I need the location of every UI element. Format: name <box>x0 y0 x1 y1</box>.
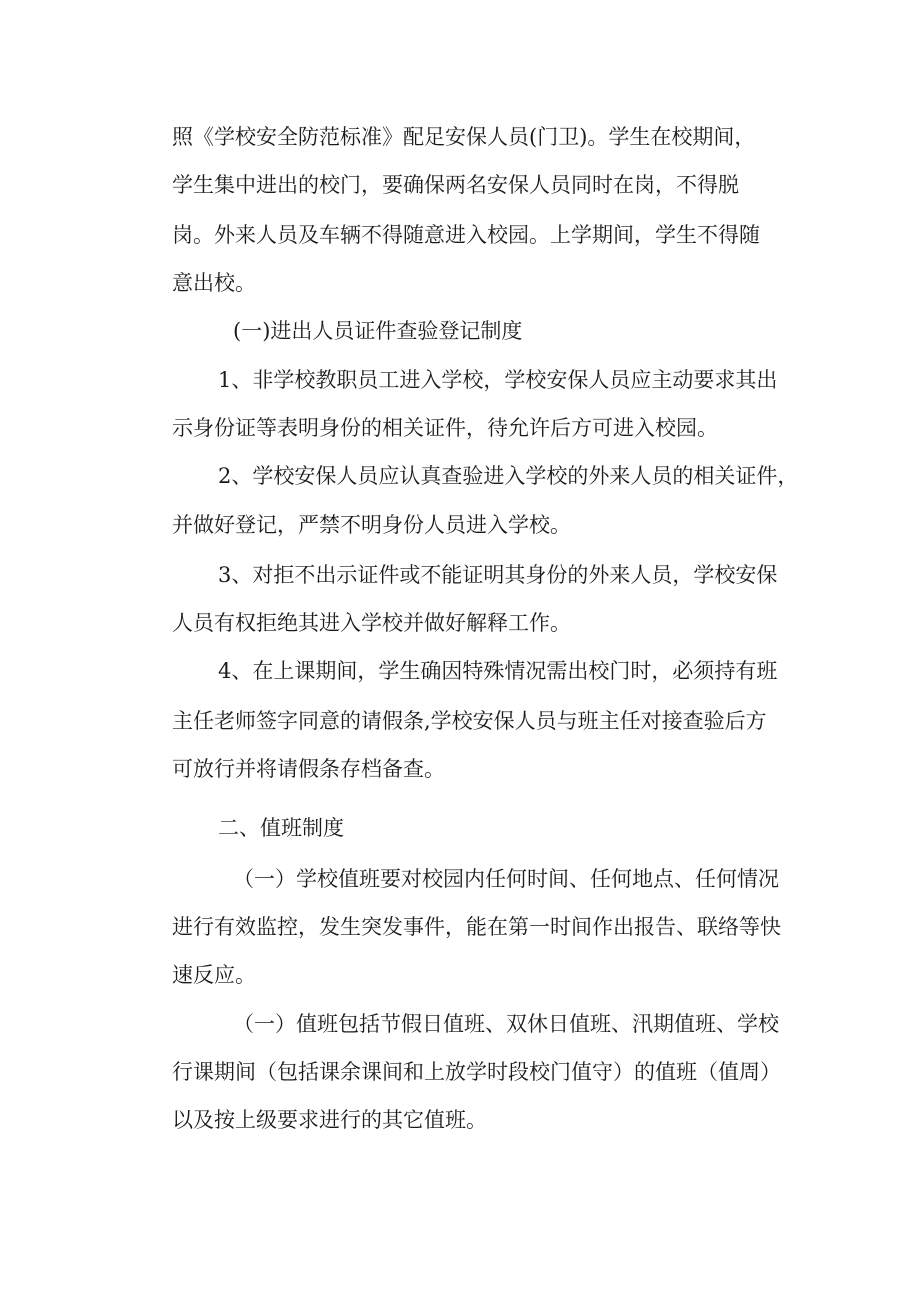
paragraph-line: 3、对拒不出示证件或不能证明其身份的外来人员，学校安保 <box>218 563 778 587</box>
paragraph-line: 可放行并将请假条存档备查。 <box>172 757 445 781</box>
paragraph-line: 1、非学校教职员工进入学校，学校安保人员应主动要求其出 <box>218 368 778 392</box>
paragraph-line: 人员有权拒绝其进入学校并做好解释工作。 <box>172 611 571 635</box>
paragraph-line: 意出校。 <box>172 271 256 295</box>
paragraph-line: 以及按上级要求进行的其它值班。 <box>172 1108 487 1132</box>
paragraph-line: 速反应。 <box>172 963 256 987</box>
paragraph-line: 4、在上课期间，学生确因特殊情况需出校门时，必须持有班 <box>218 659 778 683</box>
section-heading: 二、值班制度 <box>218 816 344 840</box>
paragraph-line: 主任老师签字同意的请假条,学校安保人员与班主任对接查验后方 <box>172 709 767 733</box>
paragraph-line: 2、学校安保人员应认真查验进入学校的外来人员的相关证件， <box>218 464 799 488</box>
paragraph-line: 并做好登记，严禁不明身份人员进入学校。 <box>172 513 571 537</box>
paragraph-line: 照《学校安全防范标准》配足安保人员(门卫)。学生在校期间， <box>172 125 756 149</box>
paragraph-line: （一）学校值班要对校园内任何时间、任何地点、任何情况 <box>233 867 779 891</box>
paragraph-line: 行课期间（包括课余课间和上放学时段校门值守）的值班（值周） <box>172 1060 781 1084</box>
paragraph-line: 岗。外来人员及车辆不得随意进入校园。上学期间，学生不得随 <box>172 223 760 247</box>
paragraph-line: 学生集中进出的校门，要确保两名安保人员同时在岗，不得脱 <box>172 173 739 197</box>
paragraph-line: 进行有效监控，发生突发事件，能在第一时间作出报告、联络等快 <box>172 915 781 939</box>
paragraph-line: 示身份证等表明身份的相关证件，待允许后方可进入校园。 <box>172 416 718 440</box>
paragraph-line: （一）值班包括节假日值班、双休日值班、汛期值班、学校 <box>233 1012 779 1036</box>
section-heading: (一)进出人员证件查验登记制度 <box>233 319 523 343</box>
